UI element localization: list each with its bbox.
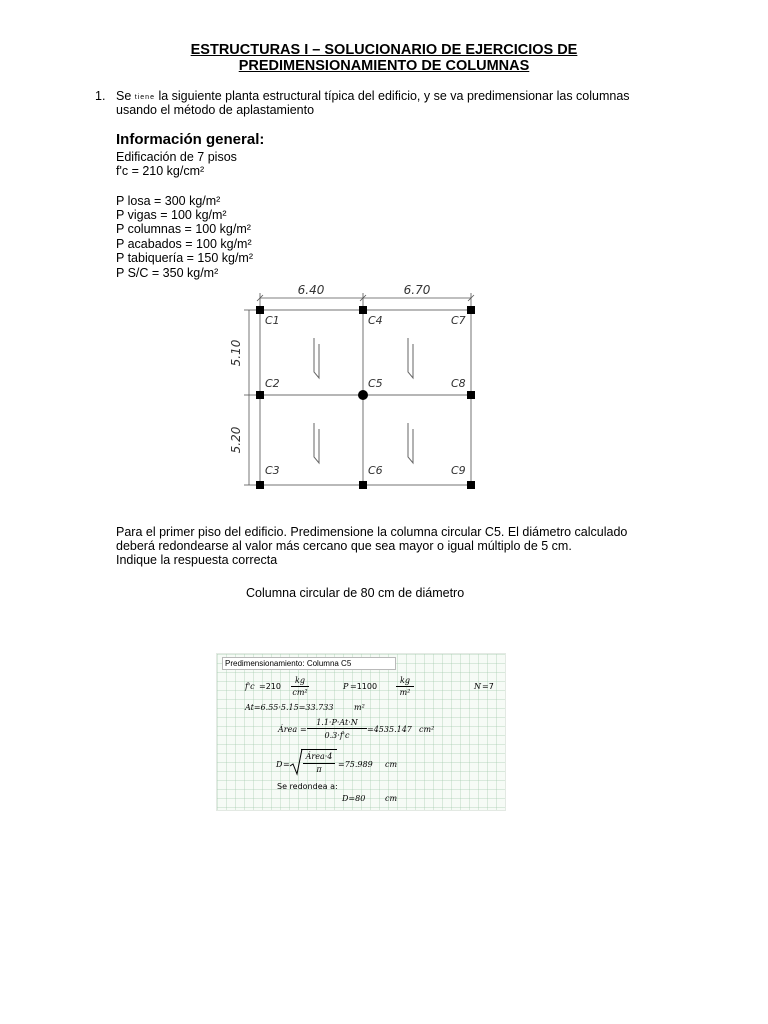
column-label: C7 [451, 314, 466, 327]
radical-bar [301, 749, 337, 750]
p-label: P [343, 682, 349, 691]
load-item: P losa = 300 kg/m² [116, 194, 221, 208]
dim-y2-label: 5.20 [229, 426, 243, 454]
area-value: =4535.147 [367, 725, 412, 734]
column-label: C8 [451, 377, 466, 390]
dim-x2-label: 6.70 [403, 283, 431, 297]
round-label: Se redondea a: [277, 782, 338, 791]
column-c3 [256, 481, 264, 489]
area-numerator: 1.1·P·At·N [316, 718, 358, 727]
p-unit-num: kg [400, 676, 410, 685]
dimension-lines-left [244, 310, 256, 485]
dim-x1-label: 6.40 [297, 283, 325, 297]
document-title-line2: PREDIMENSIONAMIENTO DE COLUMNAS [238, 58, 530, 74]
load-item: P columnas = 100 kg/m² [116, 222, 251, 236]
fc-unit-den: cm² [292, 688, 308, 697]
d-value: =75.989 [338, 760, 373, 769]
at-expression: At=6.55·5.15=33.733 [245, 703, 334, 712]
dim-y1-label: 5.10 [229, 339, 243, 367]
d-unit: cm [385, 760, 398, 769]
fc-label: f'c [245, 682, 255, 691]
load-item: P acabados = 100 kg/m² [116, 237, 252, 251]
fraction-bar [307, 728, 367, 729]
column-c8 [467, 391, 475, 399]
column-c7 [467, 306, 475, 314]
problem-number: 1. [95, 89, 106, 103]
equals-sign: = [300, 725, 307, 734]
load-item: P S/C = 350 kg/m² [116, 266, 219, 280]
problem-tiene: tiene [134, 94, 155, 101]
p-value: =1100 [350, 682, 378, 691]
area-label: Área [278, 725, 298, 734]
column-label: C9 [451, 464, 466, 477]
question-line3: Indique la respuesta correcta [116, 553, 278, 567]
d-radicand-denominator: π [316, 765, 322, 774]
document-title-line1: ESTRUCTURAS I – SOLUCIONARIO DE EJERCICIOS DE [190, 42, 578, 58]
column-c5 [358, 390, 368, 400]
load-item: P tabiquería = 150 kg/m² [116, 251, 254, 265]
info-edificacion: Edificación de 7 pisos [116, 150, 237, 164]
fraction-bar [303, 763, 335, 764]
area-unit: cm² [419, 725, 435, 734]
question-line1: Para el primer piso del edificio. Predimensione la columna circular C5. El diámetro calculado [116, 525, 628, 539]
column-label: C6 [368, 464, 383, 477]
equals-sign: = [283, 760, 290, 769]
column-label: C1 [265, 314, 280, 327]
column-label: C5 [368, 377, 383, 390]
info-heading: Información general: [116, 131, 265, 148]
column-c4 [359, 306, 367, 314]
calculation-worksheet [216, 653, 506, 811]
d-final-value: D=80 [342, 794, 366, 803]
at-unit: m² [354, 703, 365, 712]
column-label: C3 [265, 464, 280, 477]
column-label: C2 [265, 377, 280, 390]
column-c9 [467, 481, 475, 489]
p-unit-den: m² [399, 688, 411, 697]
column-c6 [359, 481, 367, 489]
column-label: C4 [368, 314, 383, 327]
column-markers [256, 306, 475, 489]
fraction-bar [396, 686, 414, 687]
d-radicand-numerator: Área·4 [305, 752, 333, 761]
answer-text: Columna circular de 80 cm de diámetro [246, 586, 465, 600]
fc-value: =210 [259, 682, 281, 691]
problem-line1-rest: la siguiente planta estructural típica del edificio, y se va predimensionar las columnas [158, 89, 630, 103]
problem-statement-line2: usando el método de aplastamiento [116, 103, 315, 117]
worksheet-title: Predimensionamiento: Columna C5 [222, 657, 396, 670]
column-c2 [256, 391, 264, 399]
column-c1 [256, 306, 264, 314]
load-item: P vigas = 100 kg/m² [116, 208, 227, 222]
problem-se: Se [116, 89, 132, 103]
n-value: =7 [482, 682, 494, 691]
d-label: D [276, 760, 283, 769]
structural-plan [222, 280, 492, 490]
question-line2: deberá redondearse al valor más cercano que sea mayor o igual múltiplo de 5 cm. [116, 539, 572, 553]
fc-unit-num: kg [295, 676, 305, 685]
n-label: N [474, 682, 481, 691]
info-fc: f'c = 210 kg/cm² [116, 164, 205, 178]
area-denominator: 0.3·f'c [324, 731, 350, 740]
fraction-bar [291, 686, 309, 687]
d-final-unit: cm [385, 794, 398, 803]
